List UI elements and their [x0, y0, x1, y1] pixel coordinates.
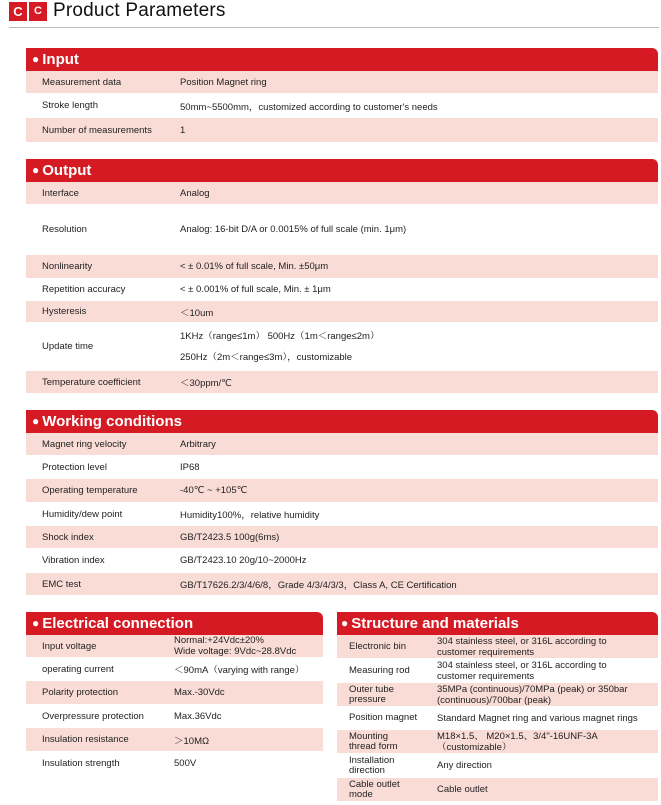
spec-row	[26, 752, 323, 776]
spec-row	[337, 683, 658, 707]
bullet-icon: ●	[32, 414, 40, 428]
section-header	[26, 159, 658, 182]
section-title: Working conditions	[42, 413, 182, 430]
spec-label: operating current	[42, 663, 114, 675]
spec-label: Protection level	[42, 461, 107, 473]
spec-label	[337, 780, 437, 800]
spec-row	[26, 635, 323, 658]
spec-label: EMC test	[42, 578, 82, 590]
spec-value: < ± 0.001% of full scale, Min. ± 1μm	[180, 284, 331, 295]
spec-value-line: Wide voltage: 9Vdc~28.8Vdc	[174, 646, 297, 657]
spec-label: Humidity/dew point	[42, 508, 123, 520]
section-header	[26, 48, 658, 71]
spec-row	[26, 573, 658, 596]
spec-row	[26, 456, 658, 479]
spec-row	[26, 279, 658, 301]
spec-row	[26, 118, 658, 143]
bullet-icon: ●	[32, 52, 40, 66]
spec-value-line: (continuous)/700bar (peak)	[437, 694, 552, 706]
spec-value-line: 250Hz（2m＜range≤3m），customizable	[180, 351, 353, 363]
spec-row	[26, 479, 658, 503]
spec-value	[437, 660, 658, 682]
output-section	[26, 159, 658, 394]
spec-row	[26, 182, 658, 205]
input-section	[26, 48, 658, 143]
spec-value: Standard Magnet ring and various magnet rings	[437, 712, 638, 724]
spec-label: Update time	[42, 341, 94, 352]
spec-value: GB/T2423.5 100g(6ms)	[180, 531, 280, 543]
spec-row	[26, 71, 658, 94]
spec-row	[337, 707, 658, 730]
spec-value	[437, 731, 658, 753]
spec-label-line: direction	[349, 764, 385, 776]
spec-label: Polarity protection	[42, 687, 119, 698]
section-header	[26, 410, 658, 433]
spec-row	[337, 754, 658, 778]
spec-row	[26, 728, 323, 752]
spec-label: Resolution	[42, 224, 87, 235]
spec-label: Vibration index	[42, 555, 105, 566]
spec-row	[26, 549, 658, 573]
spec-value: 1	[180, 124, 186, 136]
spec-value: Analog	[180, 187, 210, 199]
spec-label-line: pressure	[349, 693, 386, 705]
spec-value-line: Normal:+24Vdc±20%	[174, 635, 264, 646]
spec-row	[26, 371, 658, 394]
spec-row	[337, 659, 658, 683]
spec-value: Position Magnet ring	[180, 76, 267, 88]
spec-row	[26, 323, 658, 371]
spec-label	[337, 732, 437, 752]
spec-row	[26, 658, 323, 681]
structure-materials-section	[337, 612, 658, 802]
spec-label: Operating temperature	[42, 485, 138, 496]
spec-row	[26, 94, 658, 118]
spec-value: ＜30ppm/℃	[180, 378, 232, 389]
spec-label	[337, 756, 437, 776]
spec-row	[26, 526, 658, 549]
spec-row	[26, 433, 658, 456]
section-title: Electrical connection	[42, 615, 194, 632]
spec-label: Measurement data	[42, 76, 122, 88]
spec-row	[26, 705, 323, 728]
section-header	[26, 612, 323, 635]
spec-label: Position magnet	[349, 712, 418, 723]
working-conditions-section	[26, 410, 658, 596]
spec-label: Insulation strength	[42, 758, 120, 769]
section-title: Input	[42, 51, 79, 68]
spec-label: Insulation resistance	[42, 734, 129, 745]
spec-label-line: Outer tube	[349, 683, 394, 695]
spec-value: 50mm~5500mm，customized according to customer's needs	[180, 101, 438, 113]
spec-label	[337, 685, 437, 705]
section-title: Structure and materials	[351, 615, 519, 632]
spec-value-line: 304 stainless steel, or 316L according to	[437, 659, 607, 671]
spec-value-line: M18×1.5、 M20×1.5、3/4"-16UNF-3A	[437, 730, 598, 742]
title-divider	[9, 27, 659, 28]
spec-value-line: （customizable）	[437, 741, 512, 753]
spec-row	[26, 255, 658, 279]
spec-row	[26, 681, 323, 705]
spec-label: Measuring rod	[349, 664, 410, 676]
spec-row	[337, 730, 658, 754]
spec-value	[180, 331, 658, 363]
spec-value: GB/T17626.2/3/4/6/8，Grade 4/3/4/3/3，Class A, CE Certification	[180, 580, 457, 591]
spec-row	[26, 503, 658, 526]
spec-label-line: Cable outlet	[349, 778, 400, 790]
spec-label-line: thread form	[349, 740, 398, 752]
bullet-icon: ●	[32, 163, 40, 177]
spec-label: Interface	[42, 187, 79, 199]
spec-row	[26, 205, 658, 255]
spec-label: Magnet ring velocity	[42, 438, 127, 450]
spec-value-line: customer requirements	[437, 646, 535, 658]
spec-value: GB/T2423.10 20g/10~2000Hz	[180, 555, 307, 566]
spec-value	[174, 635, 323, 657]
spec-label: Nonlinearity	[42, 261, 93, 272]
electrical-connection-section	[26, 612, 323, 776]
spec-value: ＜10um	[180, 307, 214, 319]
spec-value: Analog: 16-bit D/A or 0.0015% of full scale (min. 1μm)	[180, 224, 407, 235]
spec-value-line: customer requirements	[437, 670, 535, 682]
spec-label-line: Mounting	[349, 730, 389, 742]
spec-value-line: 304 stainless steel, or 316L according to	[437, 635, 607, 647]
spec-label-line: Installation	[349, 754, 395, 766]
spec-label: Stroke length	[42, 100, 98, 111]
spec-value: Max.-30Vdc	[174, 687, 225, 698]
spec-value: 500V	[174, 758, 197, 769]
spec-label: Repetition accuracy	[42, 284, 126, 295]
spec-value: Max.36Vdc	[174, 710, 222, 722]
spec-value: Any direction	[437, 760, 492, 771]
spec-label: Temperature coefficient	[42, 376, 141, 388]
spec-value: ＜90mA（varying with range）	[174, 665, 305, 676]
page-header	[0, 0, 661, 30]
spec-label: Number of measurements	[42, 124, 152, 136]
spec-row	[26, 301, 658, 323]
spec-value-line: 1KHz（range≤1m） 500Hz（1m＜range≤2m）	[180, 330, 380, 342]
bullet-icon: ●	[32, 616, 40, 630]
spec-label: Overpressure protection	[42, 710, 144, 722]
spec-row	[337, 635, 658, 659]
spec-label: Shock index	[42, 531, 94, 543]
spec-label: Electronic bin	[349, 640, 407, 652]
bullet-icon: ●	[341, 616, 349, 630]
spec-value	[437, 636, 658, 658]
spec-value: IP68	[180, 461, 200, 473]
spec-value	[437, 684, 658, 706]
spec-row	[337, 778, 658, 802]
spec-label: Input voltage	[42, 640, 97, 652]
spec-value: -40℃ ~ +105℃	[180, 485, 248, 496]
spec-value: < ± 0.01% of full scale, Min. ±50μm	[180, 261, 329, 272]
page-title: Product Parameters	[53, 0, 226, 21]
spec-label-line: mode	[349, 788, 373, 800]
spec-value: Cable outlet	[437, 784, 488, 795]
section-header	[337, 612, 658, 635]
spec-label: Hysteresis	[42, 306, 87, 317]
brand-logo-letter: C	[29, 2, 47, 21]
section-title: Output	[42, 162, 92, 179]
spec-value: Humidity100%，relative humidity	[180, 510, 320, 521]
spec-value-line: 35MPa (continuous)/70MPa (peak) or 350bar	[437, 683, 628, 695]
brand-logo-letter: C	[9, 2, 27, 21]
spec-value: ＞10MΩ	[174, 735, 210, 747]
spec-value: Arbitrary	[180, 438, 216, 450]
